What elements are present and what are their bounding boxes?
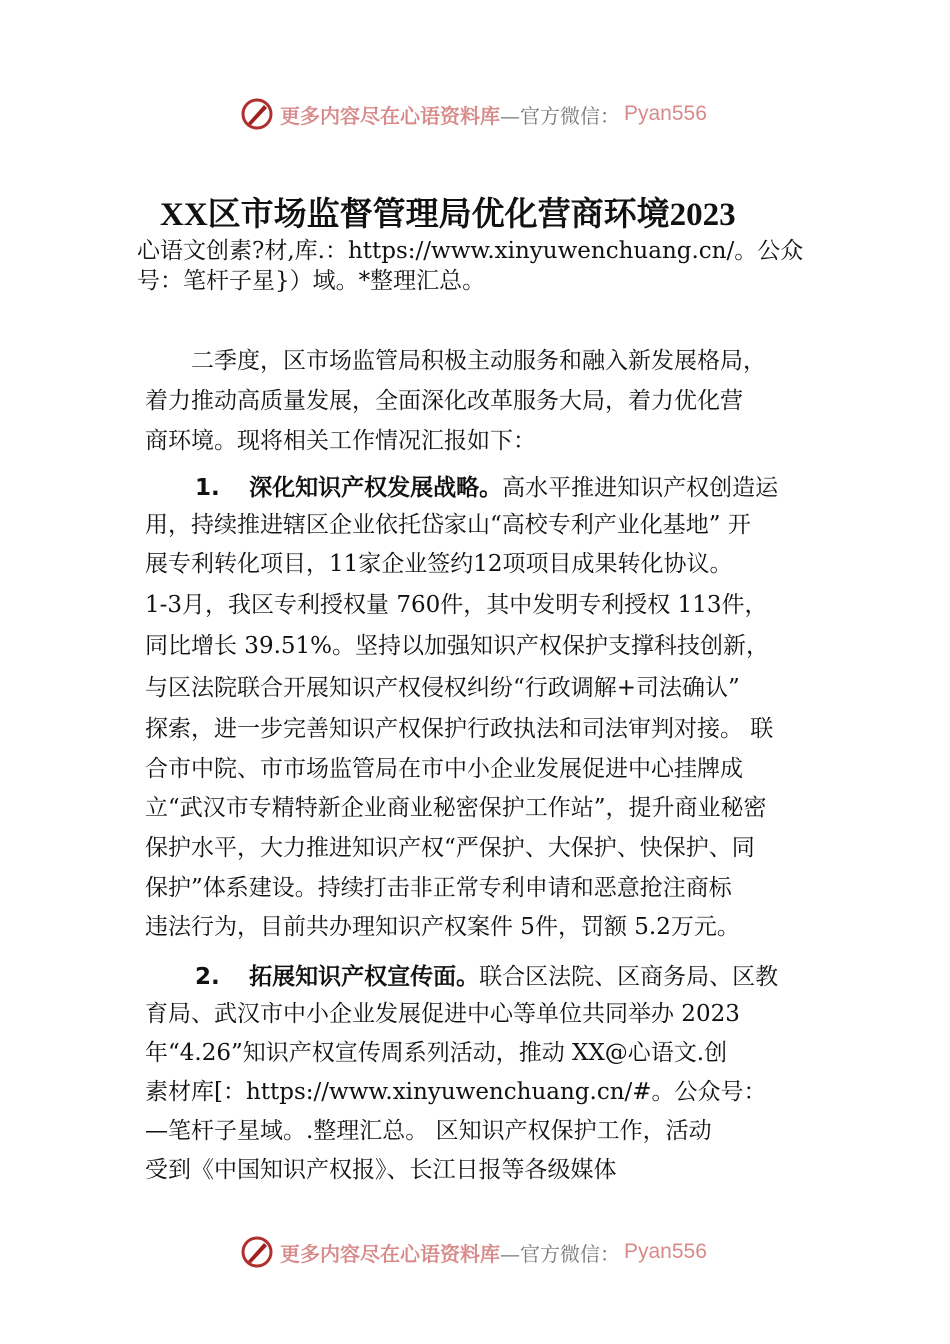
banner-wechat: Pyan556 [624,1240,707,1263]
body-line: 年“4.26”知识产权宣传周系列活动，推动 XX@心语文.创 [145,1040,728,1066]
body-line: 展专利转化项目，11家企业签约12项项目成果转化协议。 [145,551,733,577]
section-text: 联合区法院、区商务局、区教 [479,964,779,990]
banner-text: 更多内容尽在心语资料库 [280,103,500,128]
body-line: 着力推动高质量发展，全面深化改革服务大局，着力优化营 [145,388,743,414]
body-line: 立“武汉市专精特新企业商业秘密保护工作站”，提升商业秘密 [145,795,767,821]
body-line: 育局、武汉市中小企业发展促进中心等单位共同举办 2023 [145,1001,740,1027]
banner-text: 更多内容尽在心语资料库 [280,1241,500,1266]
body-line: 探索，进一步完善知识产权保护行政执法和司法审判对接。 联 [145,716,774,742]
section-number: 2. [195,964,220,990]
body-line: 二季度，区市场监管局积极主动服务和融入新发展格局， [145,348,766,374]
header-watermark-banner [240,96,720,132]
banner-label: —官方微信： [500,1241,620,1266]
body-line: 商环境。现将相关工作情况汇报如下： [145,428,536,454]
banner-label: —官方微信： [500,103,620,128]
body-line: —笔杆子星域。.整理汇总。 区知识产权保护工作，活动 [145,1118,712,1144]
section-1-heading-line [145,473,778,503]
banner-wechat: Pyan556 [624,102,707,125]
document-title: XX区市场监督管理局优化营商环境2023 [160,197,736,233]
footer-watermark-banner [240,1234,720,1270]
subtitle-line: 心语文创素?材,库.：https://www.xinyuwenchuang.cn/。公众 [137,238,804,264]
pen-logo-icon [240,1235,274,1269]
subtitle-line: 号：笔杆子星}）域。*整理汇总。 [137,268,486,294]
body-line: 违法行为，目前共办理知识产权案件 5件，罚额 5.2万元。 [145,914,740,940]
body-line: 与区法院联合开展知识产权侵权纠纷“行政调解+司法确认” [145,675,740,701]
section-text: 高水平推进知识产权创造运 [502,475,779,501]
body-line: 保护水平，大力推进知识产权“严保护、大保护、快保护、同 [145,835,755,861]
section-2-heading-line [145,962,778,992]
body-line: 素材库[：https://www.xinyuwenchuang.cn/#。公众号： [145,1079,767,1105]
section-number: 1. [195,475,220,501]
body-line: 同比增长 39.51%。坚持以加强知识产权保护支撑科技创新， [145,633,770,659]
pen-logo-icon [240,97,274,131]
body-line: 受到《中国知识产权报》、长江日报等各级媒体 [145,1157,617,1183]
section-heading: 深化知识产权发展战略。 [249,475,503,501]
body-line: 1-3月，我区专利授权量 760件，其中发明专利授权 113件， [145,592,768,618]
section-heading: 拓展知识产权宣传面。 [249,964,480,990]
body-line: 合市中院、市市场监管局在市中小企业发展促进中心挂牌成 [145,756,743,782]
body-line: 保护”体系建设。持续打击非正常专利申请和恶意抢注商标 [145,875,732,901]
body-line: 用，持续推进辖区企业依托岱家山“高校专利产业化基地” 开 [145,512,751,538]
